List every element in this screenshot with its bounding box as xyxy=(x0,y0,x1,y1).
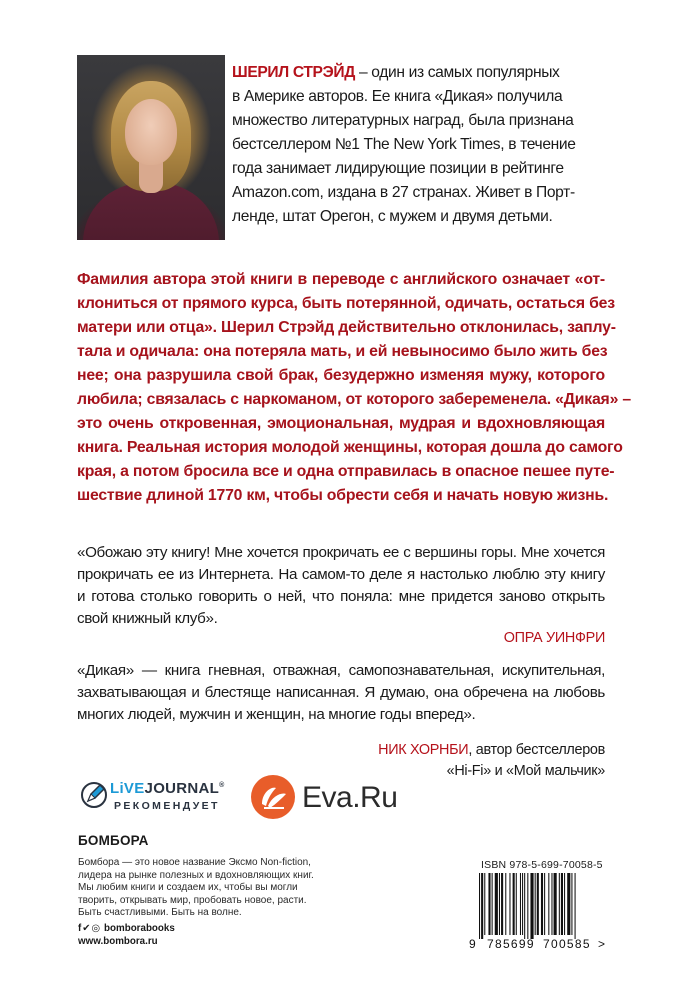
description-line: нее; она разрушила свой брак, безудержно изменяя мужу, которого xyxy=(77,367,605,384)
description-line: матери или отца». Шерил Стрэйд действительно отклонилась, заплу- xyxy=(77,319,616,336)
isbn-text: ISBN 978-5-699-70058-5 xyxy=(481,859,603,871)
description-line: это очень откровенная, эмоциональная, мудрая и вдохновляющая xyxy=(77,415,605,432)
description-line: шествие длиной 1770 км, чтобы обрести себя и начать новую жизнь. xyxy=(77,487,609,504)
bio-line-7: ленде, штат Орегон, с мужем и двумя детьми. xyxy=(232,208,553,225)
publisher-description-line: лидера на рынке полезных и вдохновляющих книг. xyxy=(78,869,314,881)
book-description xyxy=(77,268,631,508)
bio-line-3: множество литературных наград, была признана xyxy=(232,112,574,129)
publisher-description-line: Быть счастливыми. Быть на волне. xyxy=(78,907,242,918)
quote-line: «Дикая» — книга гневная, отважная, самопознавательная, искупительная, xyxy=(77,662,605,679)
barcode-bar xyxy=(499,873,500,935)
registered-mark: ® xyxy=(219,782,225,789)
barcode-bar xyxy=(481,873,483,939)
bio-line-1 xyxy=(232,61,604,85)
barcode xyxy=(467,873,607,951)
quote-attribution-oprah: ОПРА УИНФРИ xyxy=(503,630,605,646)
barcode-bar xyxy=(571,873,572,935)
barcode-bar xyxy=(479,873,480,939)
barcode-bar xyxy=(554,873,557,935)
quote-attribution-hornby xyxy=(378,740,605,782)
barcode-bar xyxy=(524,873,525,939)
social-row xyxy=(78,922,175,935)
quote-line: и готова столько говорить о ней, что поняла: мне придется заново открыть xyxy=(77,588,605,605)
quote-line: свой книжный клуб». xyxy=(77,610,218,627)
livejournal-wordmark-journal: JOURNAL xyxy=(144,780,220,797)
barcode-bar xyxy=(575,873,576,939)
barcode-bar xyxy=(527,873,528,939)
barcode-bar xyxy=(551,873,552,935)
publisher-website: www.bombora.ru xyxy=(78,936,158,947)
barcode-bar xyxy=(501,873,503,935)
barcode-bar xyxy=(484,873,485,935)
eva-logo xyxy=(250,774,400,824)
barcode-bar xyxy=(564,873,565,935)
barcode-bar xyxy=(561,873,563,935)
livejournal-logo xyxy=(80,778,240,818)
barcode-bar xyxy=(513,873,515,935)
bio-line-6: Amazon.com, издана в 27 странах. Живет в Порт- xyxy=(232,184,575,201)
attribution-line-2: «Hi-Fi» и «Мой мальчик» xyxy=(446,763,605,779)
publisher-description xyxy=(78,857,378,920)
barcode-bar xyxy=(505,873,506,935)
livejournal-recommends: РЕКОМЕНДУЕТ xyxy=(114,800,220,812)
livejournal-wordmark-live: LiVE xyxy=(110,780,145,797)
barcode-bar xyxy=(530,873,533,939)
publisher-description-line: Бомбора — это новое название Эксмо Non-fiction, xyxy=(78,857,311,868)
eva-leaf-icon xyxy=(250,774,296,820)
barcode-digits-right: 700585 xyxy=(543,937,591,951)
description-line: края, а потом бросила все и одна отправилась в опасное пешее путе- xyxy=(77,463,615,480)
quote-line: захватывающая и блестяще написанная. Я думаю, она обречена на любовь xyxy=(77,684,605,701)
author-bio xyxy=(232,61,604,229)
attribution-role: , автор бестселлеров xyxy=(468,742,605,758)
social-icons: f✔◎ xyxy=(78,923,102,934)
publisher-description-line: творить, открывать мир, пробовать новое, расти. xyxy=(78,894,307,906)
bio-line-1-text: – один из самых популярных xyxy=(354,64,560,81)
barcode-bar xyxy=(488,873,490,935)
review-quote-hornby xyxy=(77,660,605,726)
bio-line-5: года занимает лидирующие позиции в рейтинге xyxy=(232,160,564,177)
livejournal-wordmark xyxy=(110,780,225,797)
barcode-bar xyxy=(516,873,517,935)
attribution-name: НИК ХОРНБИ xyxy=(378,742,469,758)
quote-line: «Обожаю эту книгу! Мне хочется прокричать ее с вершины горы. Мне хочется xyxy=(77,544,605,561)
bio-line-2: в Америке авторов. Ее книга «Дикая» получила xyxy=(232,88,563,105)
pencil-icon xyxy=(80,780,110,810)
barcode-bar xyxy=(520,873,521,935)
description-line: тала и одичала: она потеряла мать, и ей невыносимо было жить без xyxy=(77,343,608,360)
description-line: Фамилия автора этой книги в переводе с английского означает «от- xyxy=(77,271,605,288)
barcode-bar xyxy=(567,873,570,935)
author-name: ШЕРИЛ СТРЭЙД xyxy=(232,64,355,81)
publisher-social xyxy=(78,922,175,948)
barcode-bar xyxy=(541,873,543,935)
description-line: любила; связалась с наркоманом, от которого забеременела. «Дикая» – xyxy=(77,391,631,408)
barcode-bar xyxy=(548,873,549,935)
publisher-description-line: Мы любим книги и создаем их, чтобы вы могли xyxy=(78,882,298,893)
social-handle: bomborabooks xyxy=(104,923,175,934)
barcode-digits-left: 785699 xyxy=(487,937,535,951)
barcode-bar xyxy=(492,873,493,935)
barcode-bars xyxy=(479,873,576,939)
barcode-bar xyxy=(522,873,523,935)
barcode-bar xyxy=(559,873,560,935)
attribution-line-1 xyxy=(378,740,605,761)
quote-line: прокричать ее из Интернета. На самом-то деле я настолько люблю эту книгу xyxy=(77,566,605,583)
barcode-bar xyxy=(537,873,539,935)
description-line: клониться от прямого курса, быть потерянной, одичать, остаться без xyxy=(77,295,615,312)
barcode-bar xyxy=(509,873,510,935)
barcode-bar xyxy=(495,873,498,935)
eva-wordmark: Eva.Ru xyxy=(302,781,398,814)
quote-line: многих людей, мужчин и женщин, на многие годы вперед». xyxy=(77,706,476,723)
review-quote-oprah xyxy=(77,542,605,630)
barcode-arrow: > xyxy=(598,937,606,951)
barcode-digit-first: 9 xyxy=(469,937,476,951)
bio-line-4: бестселлером №1 The New York Times, в течение xyxy=(232,136,576,153)
barcode-bar xyxy=(535,873,536,935)
publisher-name: БОМБОРА xyxy=(78,833,149,848)
description-line: книга. Реальная история молодой женщины, которая дошла до самого xyxy=(77,439,623,456)
barcode-bar xyxy=(544,873,545,935)
author-photo xyxy=(77,55,225,240)
photo-face xyxy=(125,99,177,165)
